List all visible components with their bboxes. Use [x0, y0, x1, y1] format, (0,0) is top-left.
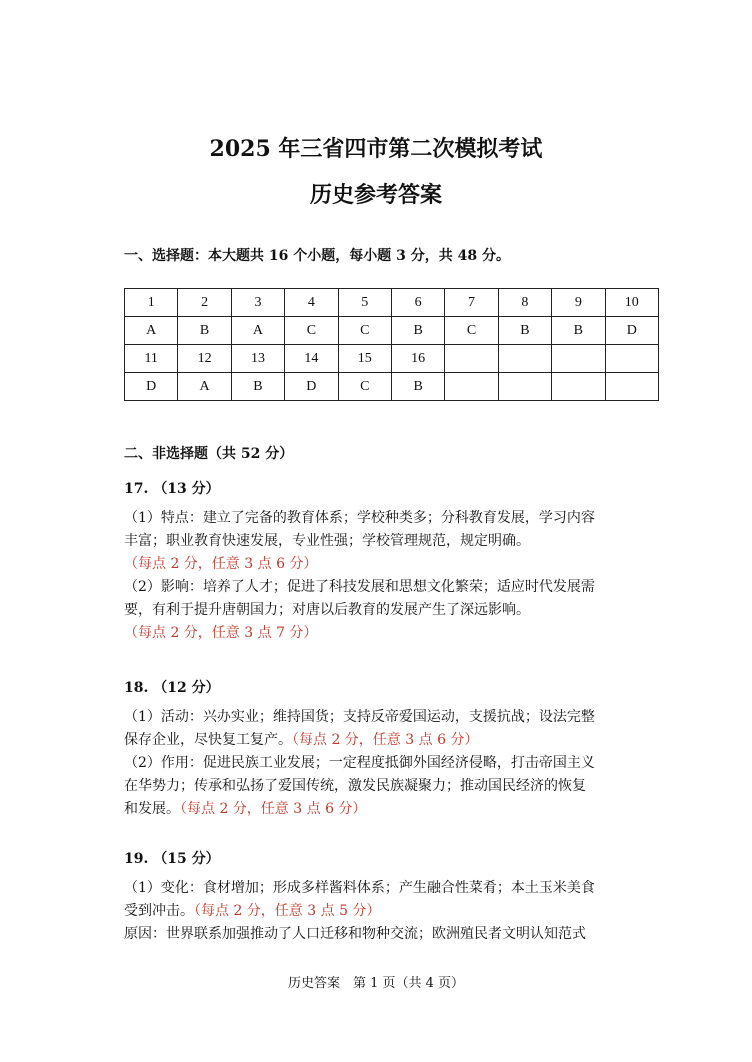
- table-row: [125, 345, 659, 373]
- table-row: [125, 373, 659, 401]
- table-cell: 14: [285, 345, 338, 373]
- answer-line: 要，有利于提升唐朝国力；对唐以后教育的发展产生了深远影响。: [124, 602, 530, 618]
- page-subtitle: 历史参考答案: [309, 182, 442, 208]
- table-cell: B: [498, 317, 551, 345]
- table-cell: B: [231, 373, 284, 401]
- table-cell: [445, 373, 498, 401]
- answer-line: 丰富；职业教育快速发展，专业性强；学校管理规范，规定明确。: [124, 533, 530, 549]
- question-19: [124, 848, 644, 946]
- answer-text: 保存企业，尽快复工复产。: [124, 732, 292, 748]
- page-footer: 历史答案 第 1 页（共 4 页）: [287, 976, 465, 991]
- table-cell: 2: [178, 289, 231, 317]
- score-note: （每点 2 分，任意 3 点 6 分）: [124, 556, 318, 572]
- table-cell: 6: [391, 289, 444, 317]
- table-cell: C: [285, 317, 338, 345]
- table-cell: B: [178, 317, 231, 345]
- section2-heading: 二、非选择题（共 52 分）: [124, 446, 294, 462]
- table-cell: 1: [125, 289, 178, 317]
- table-cell: 9: [552, 289, 605, 317]
- answer-line: （1）特点：建立了完备的教育体系；学校种类多；分科教育发展，学习内容: [124, 510, 595, 526]
- score-note: （每点 2 分，任意 3 点 5 分）: [194, 903, 381, 919]
- answer-text: 受到冲击。: [124, 903, 194, 919]
- table-cell: A: [125, 317, 178, 345]
- table-cell: 3: [231, 289, 284, 317]
- answer-table: [124, 288, 659, 401]
- answer-line: （2）作用：促进民族工业发展；一定程度抵御外国经济侵略，打击帝国主义: [124, 755, 595, 771]
- answer-line: （2）影响：培养了人才；促进了科技发展和思想文化繁荣；适应时代发展需: [124, 579, 595, 595]
- answer-line: [124, 729, 644, 752]
- table-cell: 7: [445, 289, 498, 317]
- table-cell: D: [285, 373, 338, 401]
- table-cell: C: [338, 317, 391, 345]
- table-cell: [498, 373, 551, 401]
- table-cell: 12: [178, 345, 231, 373]
- question-label: 19. （15 分）: [124, 851, 220, 867]
- page-title: 2025 年三省四市第二次模拟考试: [209, 136, 543, 162]
- table-cell: [498, 345, 551, 373]
- question-label: 18. （12 分）: [124, 680, 220, 696]
- table-cell: [605, 373, 658, 401]
- answer-line: [124, 900, 644, 923]
- answer-line: 原因：世界联系加强推动了人口迁移和物种交流；欧洲殖民者文明认知范式: [124, 926, 586, 942]
- table-cell: D: [605, 317, 658, 345]
- answer-line: （1）活动：兴办实业；维持国货；支持反帝爱国运动，支援抗战；设法完整: [124, 709, 595, 725]
- table-cell: 8: [498, 289, 551, 317]
- table-cell: 10: [605, 289, 658, 317]
- answer-line: [124, 798, 644, 821]
- table-cell: B: [552, 317, 605, 345]
- table-cell: 5: [338, 289, 391, 317]
- answer-text: 和发展。: [124, 801, 180, 817]
- table-cell: [445, 345, 498, 373]
- table-cell: 16: [391, 345, 444, 373]
- table-cell: 4: [285, 289, 338, 317]
- table-cell: [552, 345, 605, 373]
- table-row: [125, 289, 659, 317]
- answer-line: 在华势力；传承和弘扬了爱国传统，激发民族凝聚力；推动国民经济的恢复: [124, 778, 586, 794]
- table-cell: A: [231, 317, 284, 345]
- score-note: （每点 2 分，任意 3 点 7 分）: [124, 625, 318, 641]
- table-cell: C: [338, 373, 391, 401]
- table-cell: B: [391, 373, 444, 401]
- table-cell: 11: [125, 345, 178, 373]
- score-note: （每点 2 分，任意 3 点 6 分）: [292, 732, 479, 748]
- table-cell: A: [178, 373, 231, 401]
- score-note: （每点 2 分，任意 3 点 6 分）: [180, 801, 367, 817]
- table-cell: B: [391, 317, 444, 345]
- table-cell: D: [125, 373, 178, 401]
- table-cell: [552, 373, 605, 401]
- table-cell: 13: [231, 345, 284, 373]
- table-row: [125, 317, 659, 345]
- table-cell: C: [445, 317, 498, 345]
- table-cell: [605, 345, 658, 373]
- answer-line: （1）变化：食材增加；形成多样酱料体系；产生融合性菜肴；本土玉米美食: [124, 880, 595, 896]
- table-cell: 15: [338, 345, 391, 373]
- section1-heading: 一、选择题：本大题共 16 个小题，每小题 3 分，共 48 分。: [124, 248, 510, 264]
- question-label: 17. （13 分）: [124, 481, 220, 497]
- question-18: [124, 677, 644, 821]
- question-17: [124, 478, 644, 645]
